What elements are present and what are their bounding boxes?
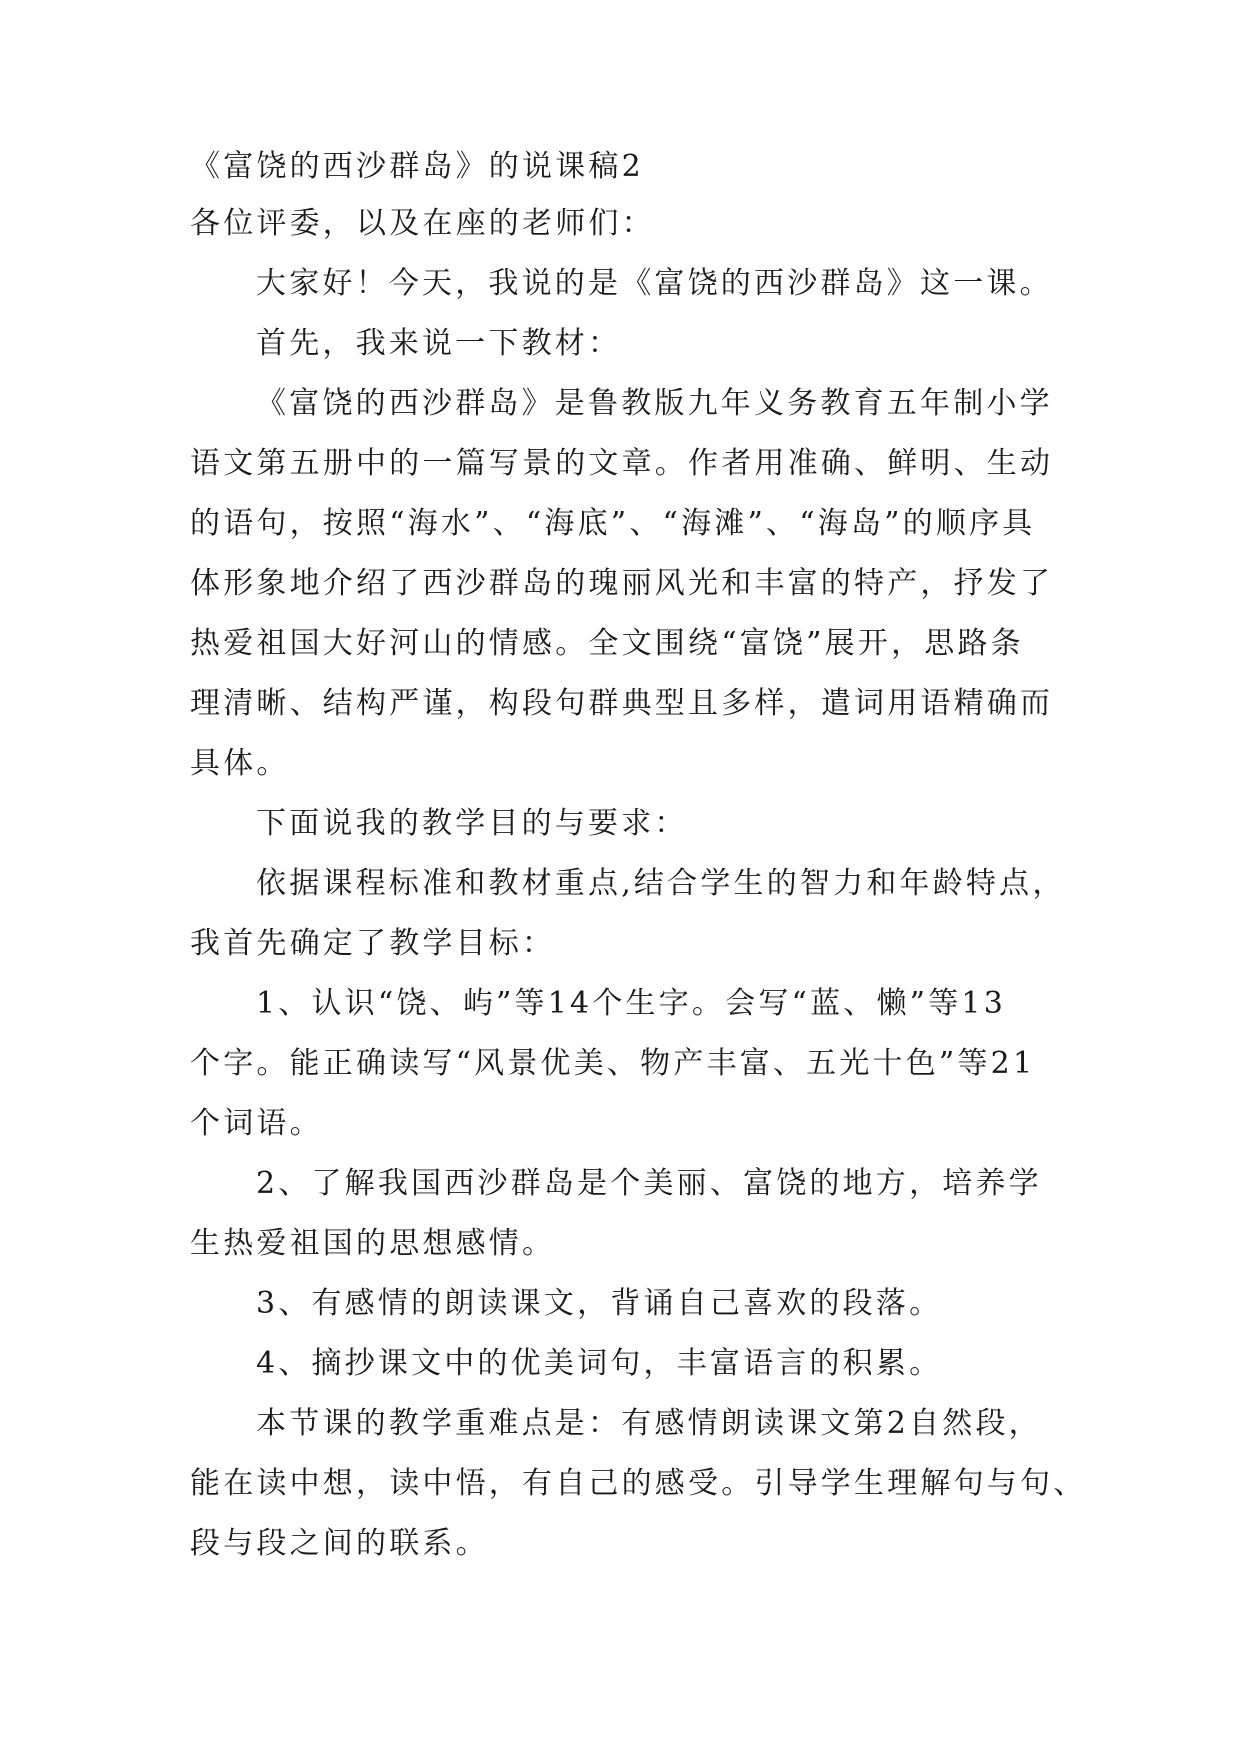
paragraph-line: 首先，我来说一下教材： — [256, 326, 622, 361]
paragraph-line: 能在读中想，读中悟，有自己的感受。引导学生理解句与句、 — [190, 1466, 1087, 1501]
paragraph-line: 理清晰、结构严谨，构段句群典型且多样，遣词用语精确而 — [190, 686, 1054, 721]
paragraph-line: 大家好！今天，我说的是《富饶的西沙群岛》这一课。 — [256, 266, 1053, 301]
paragraph-line: 生热爱祖国的思想感情。 — [190, 1226, 556, 1261]
document-title: 《富饶的西沙群岛》的说课稿2 — [190, 149, 644, 184]
paragraph-line: 2、了解我国西沙群岛是个美丽、富饶的地方，培养学 — [256, 1166, 1042, 1201]
paragraph-line: 具体。 — [190, 746, 290, 781]
paragraph-line: 1、认识“饶、屿”等14个生字。会写“蓝、懒”等13 — [256, 986, 1006, 1021]
paragraph-line: 个词语。 — [190, 1106, 323, 1141]
paragraph-line: 4、摘抄课文中的优美词句，丰富语言的积累。 — [256, 1346, 943, 1381]
paragraph-line: 语文第五册中的一篇写景的文章。作者用准确、鲜明、生动 — [190, 446, 1054, 481]
paragraph-line: 3、有感情的朗读课文，背诵自己喜欢的段落。 — [256, 1286, 943, 1321]
paragraph-line: 本节课的教学重难点是：有感情朗读课文第2自然段， — [256, 1406, 1042, 1441]
salutation-line: 各位评委，以及在座的老师们： — [190, 206, 655, 241]
paragraph-line: 体形象地介绍了西沙群岛的瑰丽风光和丰富的特产，抒发了 — [190, 566, 1054, 601]
paragraph-line: 段与段之间的联系。 — [190, 1526, 489, 1561]
paragraph-line: 《富饶的西沙群岛》是鲁教版九年义务教育五年制小学 — [256, 386, 1053, 421]
paragraph-line: 热爱祖国大好河山的情感。全文围绕“富饶”展开，思路条 — [190, 626, 1024, 661]
paragraph-line: 的语句，按照“海水”、“海底”、“海滩”、“海岛”的顺序具 — [190, 506, 1036, 541]
paragraph-line: 下面说我的教学目的与要求： — [256, 806, 688, 841]
paragraph-line: 个字。能正确读写“风景优美、物产丰富、五光十色”等21 — [190, 1046, 1036, 1081]
paragraph-line: 我首先确定了教学目标： — [190, 926, 556, 961]
paragraph-line: 依据课程标准和教材重点,结合学生的智力和年龄特点， — [256, 866, 1066, 901]
